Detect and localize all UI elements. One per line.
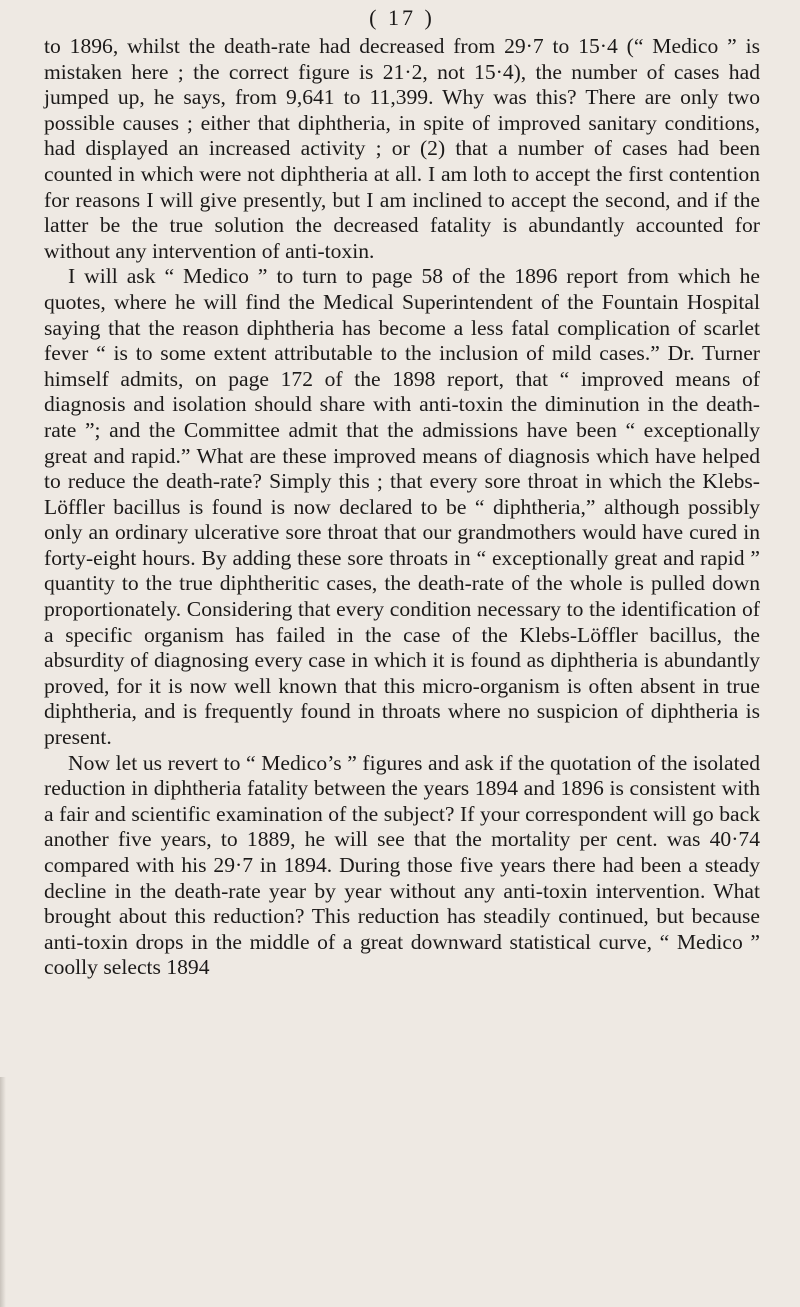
page-edge-shadow <box>0 1077 6 1307</box>
paragraph-1: to 1896, whilst the death-rate had decreased from 29·7 to 15·4 (“ Medico ” is mistaken here ; the correct figure is 21·2, not 15·4), the number of cases had jumped up, he says, from 9,641 to 11,399. Why was this? There are only two possible causes ; either that diphtheria, in spite of improved sanitary conditions, had displayed an increased activity ; or (2) that a number of cases had been counted in which were not diphtheria at all. I am loth to accept the first contention for reasons I will give presently, but I am inclined to accept the second, and if the latter be the true solution the decreased fatality is abundantly accounted for without any intervention of anti-toxin. <box>44 34 760 263</box>
body-text <box>44 34 760 981</box>
page-number: ( 17 ) <box>369 5 435 30</box>
paragraph-2: I will ask “ Medico ” to turn to page 58 of the 1896 report from which he quotes, where he will find the Medical Superintendent of the Fountain Hospital saying that the reason diphtheria has become a less fatal complication of scarlet fever “ is to some extent attributable to the inclusion of mild cases.” Dr. Turner himself admits, on page 172 of the 1898 report, that “ improved means of diagnosis and isolation should share with anti-toxin the diminution in the death-rate ”; and the Committee admit that the admissions have been “ exceptionally great and rapid.” What are these improved means of diagnosis which have helped to reduce the death-rate? Simply this ; that every sore throat in which the Klebs-Löffler bacillus is found is now declared to be “ diphtheria,” although possibly only an ordinary ulcerative sore throat that our grandmothers would have cured in forty-eight hours. By adding these sore throats in “ exceptionally great and rapid ” quantity to the true diphtheritic cases, the death-rate of the whole is pulled down proportionately. Considering that every condition necessary to the identification of a specific organism has failed in the case of the Klebs-Löffler bacillus, the absurdity of diagnosing every case in which it is found as diphtheria is abundantly proved, for it is now well known that this micro-organism is often absent in true diphtheria, and is frequently found in throats where no suspicion of diphtheria is present. <box>44 264 760 750</box>
paragraph-3: Now let us revert to “ Medico’s ” figures and ask if the quotation of the isolated reduction in diphtheria fatality between the years 1894 and 1896 is consistent with a fair and scientific examination of the subject? If your correspondent will go back another five years, to 1889, he will see that the mortality per cent. was 40·74 compared with his 29·7 in 1894. During those five years there had been a steady decline in the death-rate year by year without any anti-toxin intervention. What brought about this reduction? This reduction has steadily continued, but because anti-toxin drops in the middle of a great downward statistical curve, “ Medico ” coolly selects 1894 <box>44 750 760 980</box>
